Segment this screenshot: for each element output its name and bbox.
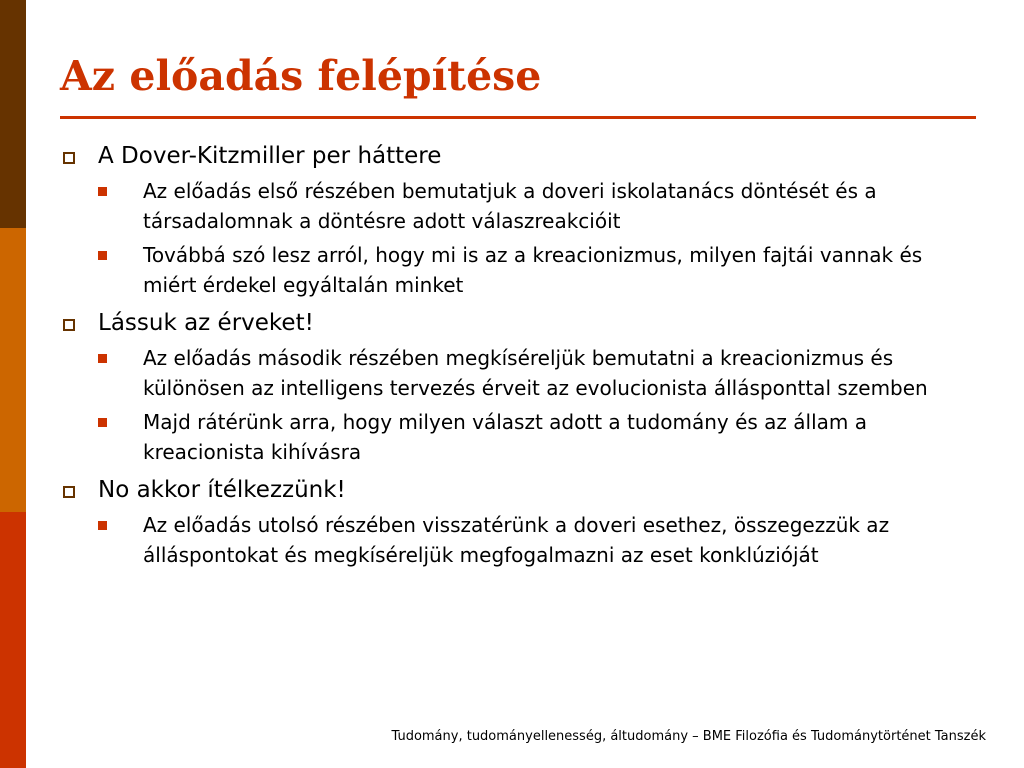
sub-bullet-text: Az előadás második részében megkíséreljük bemutatni a kreacionizmus és különösen az intelligens tervezés érveit az evolucionista állásponttal szemben <box>143 346 928 400</box>
sub-bullet-item <box>98 407 980 467</box>
bullet-item <box>60 140 980 300</box>
sub-bullet-list <box>98 343 980 467</box>
slide-title: Az előadás felépítése <box>60 52 542 100</box>
bullet-list <box>60 140 980 570</box>
slide-footer: Tudomány, tudományellenesség, áltudomány – BME Filozófia és Tudománytörténet Tanszék <box>391 729 986 744</box>
sub-bullet-list <box>98 176 980 300</box>
sub-bullet-item <box>98 510 980 570</box>
sub-bullet-text: Majd rátérünk arra, hogy milyen választ adott a tudomány és az állam a kreacionista kihívásra <box>143 410 867 464</box>
title-underline <box>60 116 976 119</box>
sub-bullet-text: Továbbá szó lesz arról, hogy mi is az a kreacionizmus, milyen fajtái vannak és miért érdekel egyáltalán minket <box>143 243 923 297</box>
sub-bullet-text: Az előadás első részében bemutatjuk a doveri iskolatanács döntését és a társadalomnak a döntésre adott válaszreakcióit <box>143 179 877 233</box>
bullet-text: Lássuk az érveket! <box>98 310 314 336</box>
sub-bullet-item <box>98 176 980 236</box>
bullet-item <box>60 307 980 467</box>
hollow-square-bullet-icon <box>63 486 75 498</box>
sub-bullet-list <box>98 510 980 570</box>
filled-square-bullet-icon <box>98 418 107 427</box>
side-band-middle <box>0 228 26 512</box>
bullet-item <box>60 474 980 570</box>
sub-bullet-text: Az előadás utolsó részében visszatérünk a doveri esethez, összegezzük az álláspontokat és megkíséreljük megfogalmazni az eset konklúzióját <box>143 513 890 567</box>
filled-square-bullet-icon <box>98 187 107 196</box>
sub-bullet-item <box>98 343 980 403</box>
side-band-bottom <box>0 512 26 768</box>
filled-square-bullet-icon <box>98 251 107 260</box>
hollow-square-bullet-icon <box>63 319 75 331</box>
filled-square-bullet-icon <box>98 354 107 363</box>
bullet-text: A Dover-Kitzmiller per háttere <box>98 143 442 169</box>
hollow-square-bullet-icon <box>63 152 75 164</box>
side-band-top <box>0 0 26 228</box>
filled-square-bullet-icon <box>98 521 107 530</box>
bullet-text: No akkor ítélkezzünk! <box>98 477 346 503</box>
sub-bullet-item <box>98 240 980 300</box>
